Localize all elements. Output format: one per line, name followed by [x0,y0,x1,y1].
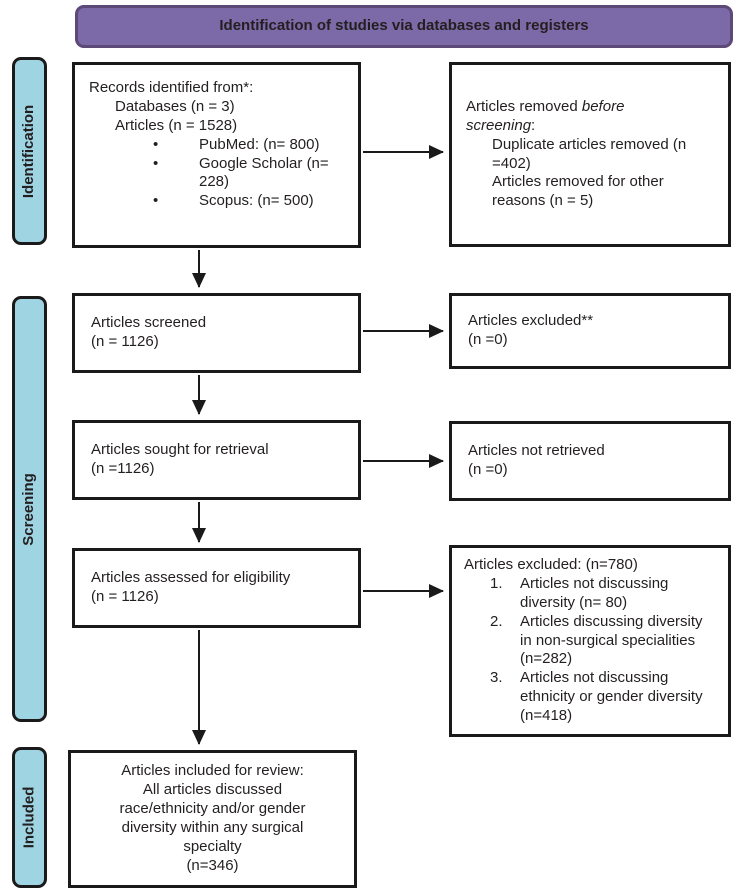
box-articles-sought-retrieval [72,420,361,500]
included-line-1: Articles included for review: [121,762,304,780]
sought-line1: Articles sought for retrieval [91,441,269,459]
stage-label-screening [12,296,47,722]
included-line-4: diversity within any surgical [121,819,304,836]
records-source-scopus: • Scopus: (n= 500) [153,192,348,211]
removed-item-duplicates: Duplicate articles removed (n =402) [492,135,687,172]
assessed-count: (n = 1126) [91,588,159,605]
sought-count: (n =1126) [91,460,155,477]
excluded-reason-not-ethnicity-gender: Articles not discussing ethnicity or gender diversity (n=418) [520,669,703,725]
excluded-reason-non-surgical: Articles discussing diversity in non-surgical specialities (n=282) [520,612,703,668]
included-line-2: All articles discussed [142,781,283,799]
not-retrieved-count: (n =0) [468,461,508,478]
excluded-screening-count: (n =0) [468,331,508,348]
stage-label-included [12,747,47,888]
box-articles-removed-before-screening [449,62,731,247]
removed-title-italic-screening: screening [466,116,532,134]
removed-title-colon: : [531,116,536,134]
records-articles: Articles (n = 1528) [115,116,238,134]
records-title: Records identified from*: [89,79,254,96]
box-articles-excluded-screening [449,293,731,369]
banner-identification-header [75,5,733,48]
box-records-identified [72,62,361,248]
box-articles-included-review [68,750,357,888]
excluded-eligibility-title: Articles excluded: (n=780) [464,555,638,573]
box-articles-assessed-eligibility [72,548,361,628]
stage-identification-text: Identification [20,104,38,198]
removed-title-plain: Articles removed [466,97,582,115]
banner-title: Identification of studies via databases and registers [219,17,589,35]
records-source-pubmed: • PubMed: (n= 800) [153,136,348,155]
not-retrieved-line1: Articles not retrieved [468,442,605,460]
excluded-eligibility-list [464,575,718,726]
stage-label-identification [12,57,47,245]
excluded-screening-line1: Articles excluded** [468,312,594,330]
records-databases: Databases (n = 3) [115,97,235,115]
included-line-5: specialty [183,837,242,855]
included-line-3: race/ethnicity and/or gender [119,800,306,818]
records-source-list [89,136,348,212]
stage-included-text: Included [20,786,38,849]
box-articles-not-retrieved [449,421,731,501]
included-count: (n=346) [186,856,239,874]
records-source-google-scholar: • Google Scholar (n= 228) [153,155,348,193]
screened-line1: Articles screened [91,314,207,332]
removed-item-other-reasons: Articles removed for other reasons (n = 5) [492,173,664,210]
removed-title-line2 [466,117,720,136]
excluded-reason-not-discussing-diversity: Articles not discussing diversity (n= 80) [520,574,669,611]
box-articles-screened [72,293,361,373]
box-articles-excluded-eligibility [449,545,731,737]
assessed-line1: Articles assessed for eligibility [91,569,291,587]
removed-title-line1 [466,98,720,117]
removed-title-italic-before: before [581,97,625,115]
stage-screening-text: Screening [20,472,38,546]
screened-count: (n = 1126) [91,333,159,350]
